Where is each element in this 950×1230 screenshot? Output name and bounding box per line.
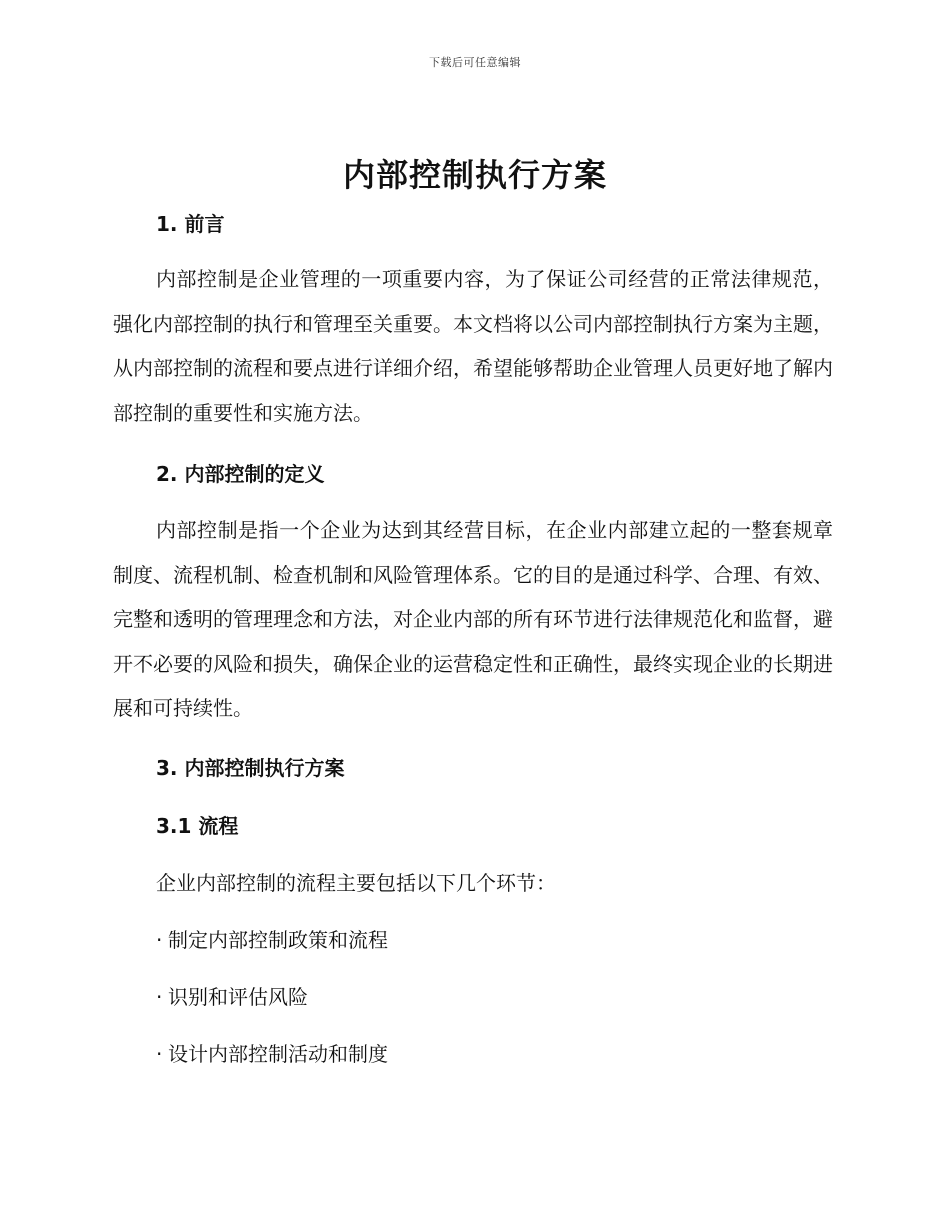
bullet-dot: · <box>156 928 163 952</box>
section-2-paragraph: 内部控制是指一个企业为达到其经营目标，在企业内部建立起的一整套规章制度、流程机制、检查机制和风险管理体系。它的目的是通过科学、合理、有效、完整和透明的管理理念和方法，对企业内部的所有环节进行法律规范化和监督，避开不必要的风险和损失，确保企业的运营稳定性和正确性，最终实现企业的长期进展和可持续性。 <box>113 518 833 720</box>
bullet-dot: · <box>156 985 163 1009</box>
header-note: 下载后可任意编辑 <box>429 56 521 69</box>
document-title: 内部控制执行方案 <box>342 156 607 194</box>
bullet-dot: · <box>156 1042 163 1066</box>
section-3-1-heading: 3.1 流程 <box>156 814 239 838</box>
bullet-text: 制定内部控制政策和流程 <box>168 928 388 952</box>
bullet-item <box>156 1038 388 1067</box>
section-1-paragraph: 内部控制是企业管理的一项重要内容，为了保证公司经营的正常法律规范，强化内部控制的执行和管理至关重要。本文档将以公司内部控制执行方案为主题，从内部控制的流程和要点进行详细介绍，希望能够帮助企业管理人员更好地了解内部控制的重要性和实施方法。 <box>113 267 833 425</box>
section-1-heading: 1. 前言 <box>156 212 225 236</box>
bullet-text: 设计内部控制活动和制度 <box>168 1042 388 1066</box>
bullet-item <box>156 981 308 1010</box>
bullet-text: 识别和评估风险 <box>168 985 308 1009</box>
section-3-heading: 3. 内部控制执行方案 <box>156 756 345 780</box>
section-2-heading: 2. 内部控制的定义 <box>156 462 325 486</box>
process-intro: 企业内部控制的流程主要包括以下几个环节： <box>156 871 556 895</box>
bullet-item <box>156 924 388 953</box>
